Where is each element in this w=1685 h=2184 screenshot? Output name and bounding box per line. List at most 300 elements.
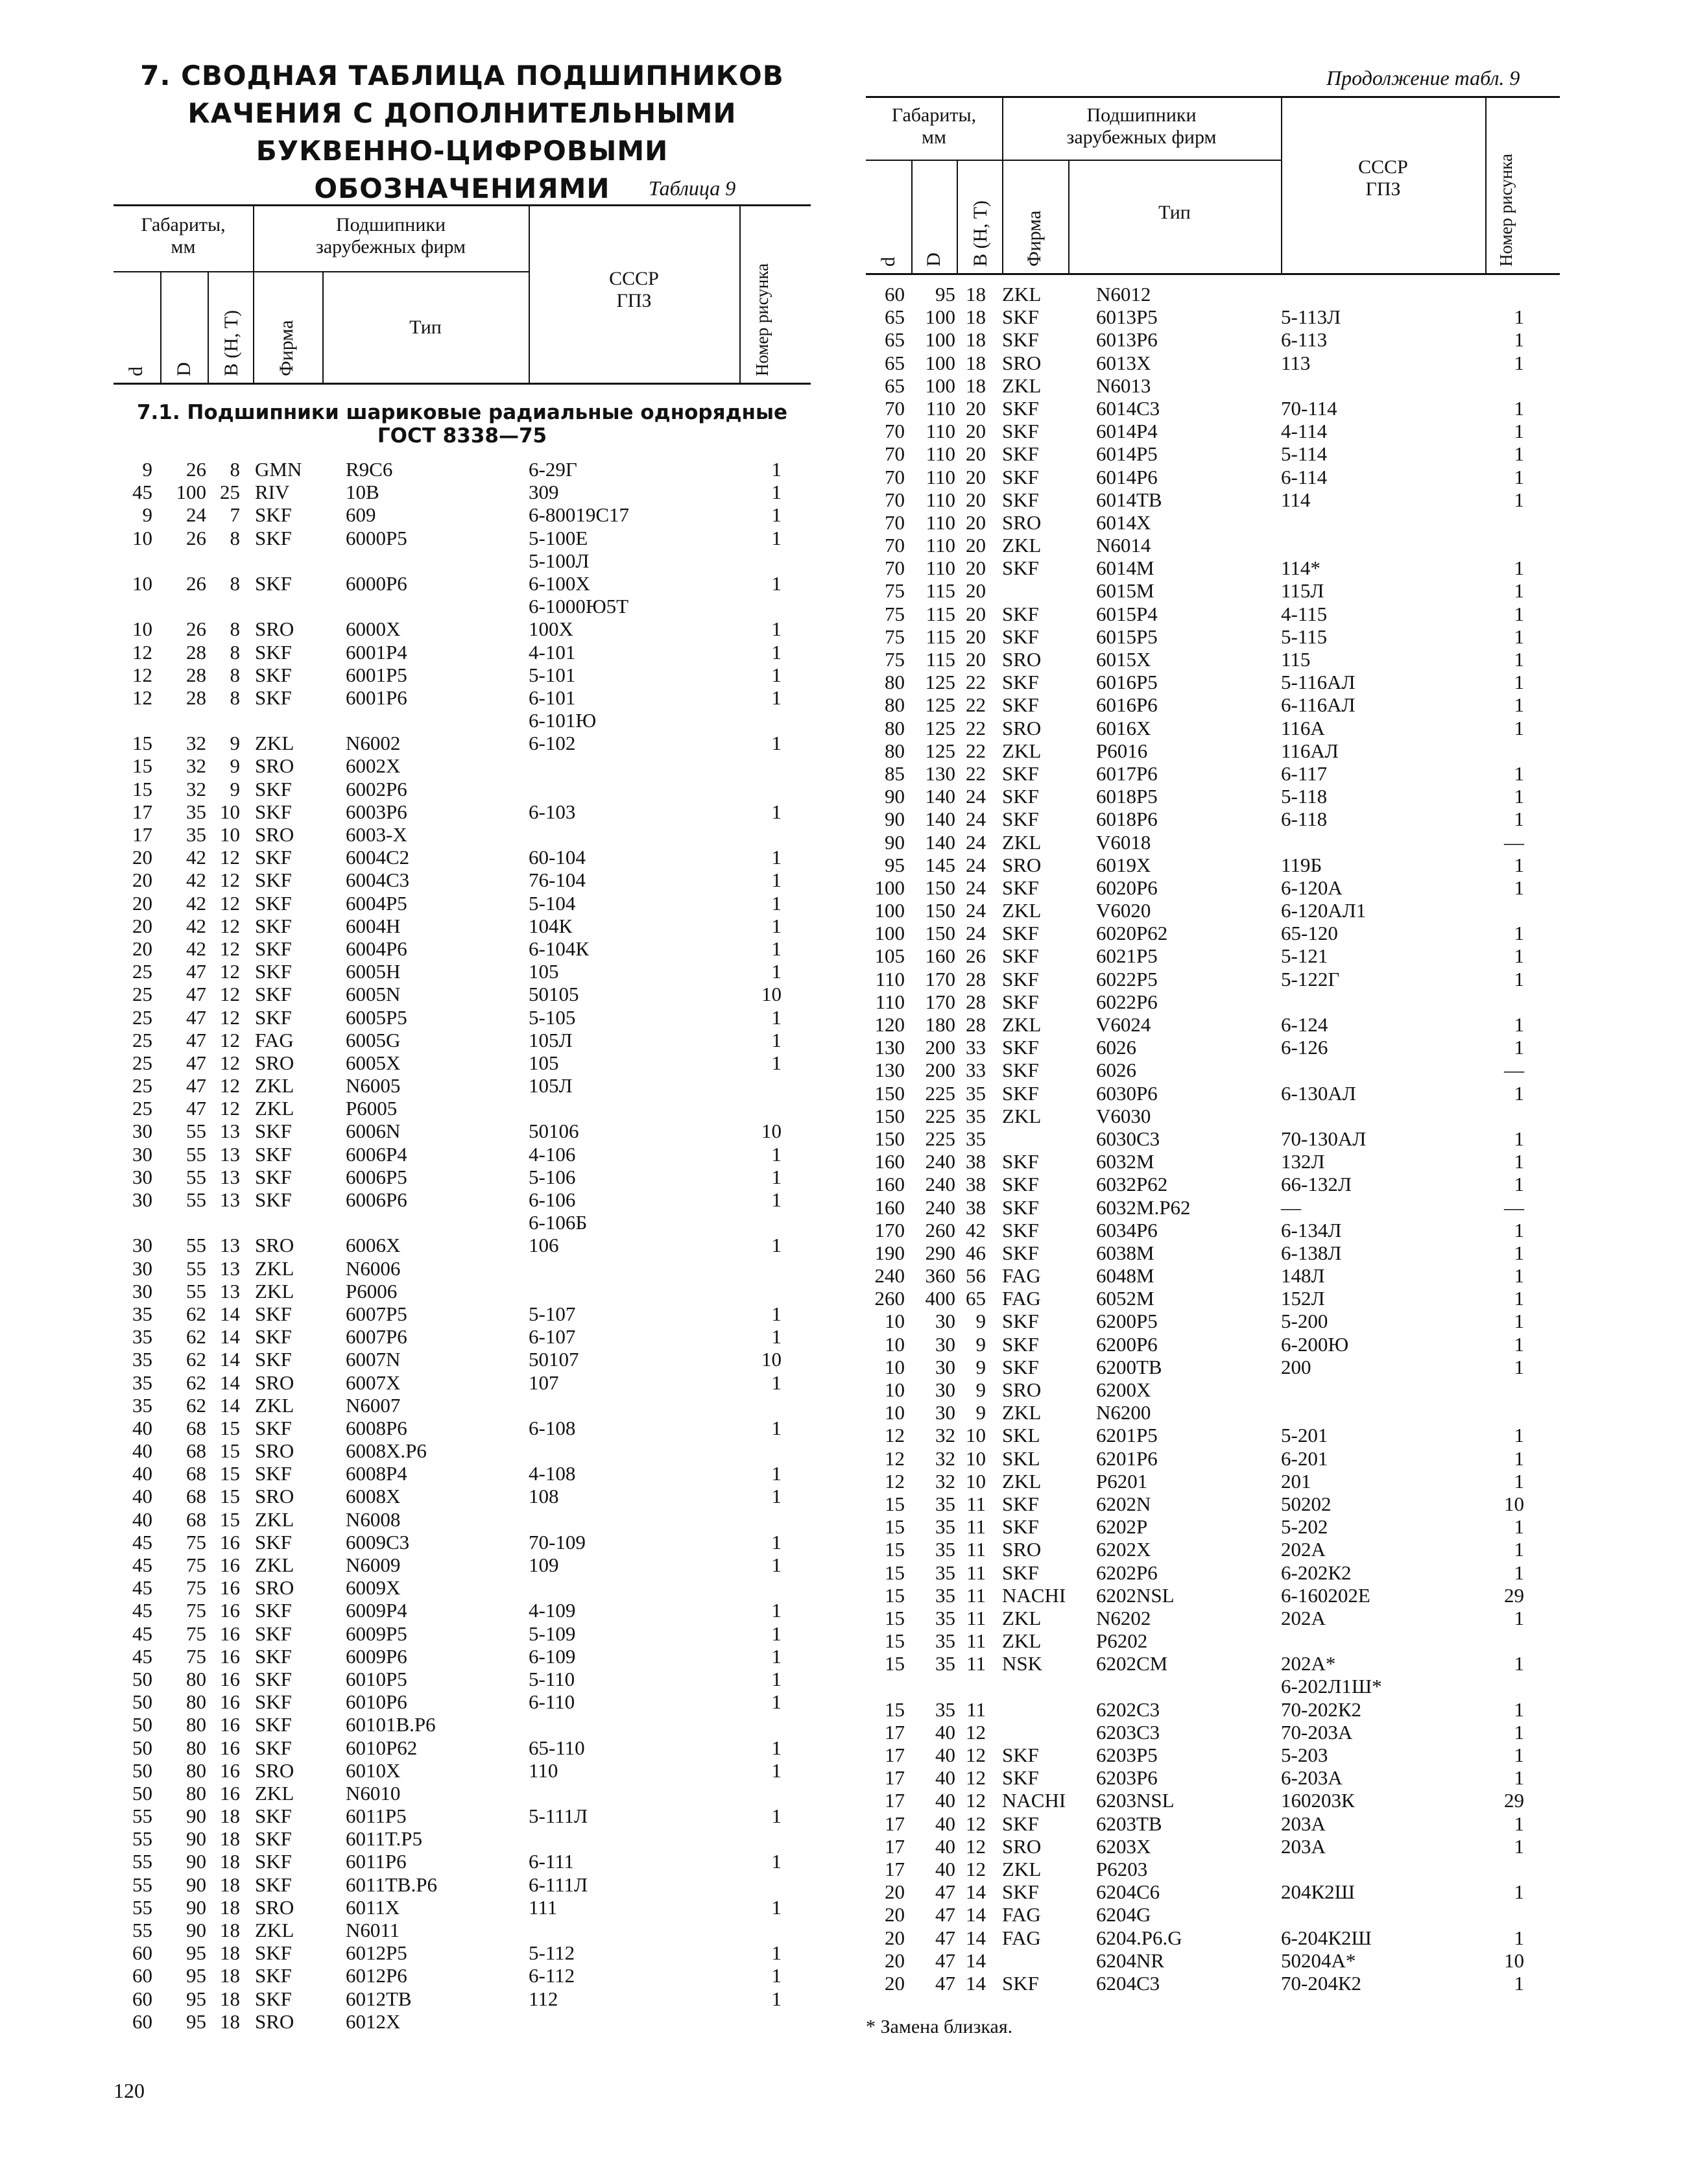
cell-D: 47 [935,1971,955,1995]
cell-D: 28 [186,640,206,664]
cell-d: 160 [874,1195,905,1219]
cell-ussr: 5-116АЛ [1281,671,1356,694]
cell-type: 6204G [1096,1903,1151,1926]
cell-d: 120 [874,1013,905,1036]
cell-B: 12 [220,1005,240,1029]
cell-type: 6010P62 [346,1736,418,1759]
cell-D: 55 [186,1188,206,1211]
cell-type: 6201P5 [1096,1424,1158,1447]
cell-d: 20 [885,1903,905,1926]
cell-figure: 1 [771,1895,782,1919]
cell-B: 18 [220,2010,240,2033]
cell-D: 32 [186,754,206,778]
cell-ussr: 6-203А [1281,1766,1343,1790]
cell-d: 100 [874,899,905,922]
cell-figure: 1 [771,1028,782,1051]
cell-d: 75 [885,579,905,603]
cell-D: 26 [186,458,206,481]
cell-firm: SKF [1002,944,1039,968]
cell-B: 14 [966,1880,986,1904]
cell-d: 130 [874,1059,905,1082]
cell-type: 6002X [346,754,401,778]
cell-firm: SKF [1002,671,1039,694]
table-row [114,1508,811,1531]
cell-B: 13 [220,1234,240,1257]
cell-type: 6005H [346,960,401,983]
cell-D: 110 [926,510,955,534]
cell-B: 15 [220,1416,240,1439]
table-row [866,854,1560,876]
cell-figure: 1 [771,618,782,641]
cell-type: 6014C3 [1096,396,1160,420]
table-row [866,1013,1560,1036]
cell-firm: SKF [1002,1515,1039,1539]
cell-d: 45 [132,1622,152,1645]
cell-type: 6202N [1096,1492,1151,1515]
table-row [114,458,811,481]
footnote: * Замена близкая. [866,2016,1013,2037]
cell-firm: SRO [255,754,294,778]
cell-type: 6011T.P5 [346,1827,422,1851]
cell-d: 35 [132,1393,152,1417]
table-row [866,717,1560,739]
cell-B: 10 [966,1469,986,1493]
cell-type: 6203C3 [1096,1720,1160,1744]
cell-B: 8 [230,526,240,549]
cell-type: 6204C3 [1096,1971,1160,1995]
cell-type: N6006 [346,1256,401,1280]
table-header-left [114,204,811,385]
cell-figure: 10 [1504,1492,1524,1515]
cell-d: 50 [132,1758,152,1782]
cell-firm: SKF [255,1165,292,1188]
cell-D: 62 [186,1348,206,1371]
cell-D: 75 [186,1530,206,1554]
cell-D: 42 [186,914,206,937]
table-row [114,1051,811,1074]
cell-ussr: 132Л [1281,1150,1325,1173]
cell-figure: 1 [1514,1081,1524,1105]
cell-D: 40 [935,1744,955,1766]
cell-ussr: 70-114 [1281,396,1337,420]
cell-firm: SKF [1002,785,1039,808]
table-row [114,778,811,800]
cell-B: 22 [966,671,986,694]
cell-firm: SKF [255,846,292,869]
cell-firm: ZKL [1002,1401,1042,1424]
cell-figure: 1 [1514,671,1524,694]
cell-firm: SKF [1002,1355,1039,1378]
cell-d: 95 [885,853,905,876]
cell-ussr: 6-109 [529,1644,576,1668]
table-row [114,892,811,915]
cell-type: N6200 [1096,1401,1151,1424]
cell-figure: 1 [771,1850,782,1873]
cell-type: 6007P5 [346,1302,407,1325]
cell-d: 70 [885,396,905,420]
cell-figure: 1 [771,891,782,915]
table-row [866,1675,1560,1698]
table-row [866,488,1560,511]
cell-firm: FAG [1002,1287,1041,1310]
table-row [114,1599,811,1622]
cell-firm: SKF [1002,442,1039,466]
cell-figure: 1 [1514,306,1524,329]
cell-firm: SKF [255,526,292,549]
header-foreign-bearings: Подшипники зарубежных фирм [315,214,466,258]
cell-d: 110 [875,990,905,1013]
cell-figure: 1 [1514,716,1524,739]
cell-firm: SKF [1002,328,1039,352]
cell-firm: SKF [255,1599,292,1622]
cell-firm: SKF [1002,557,1039,580]
cell-B: 12 [966,1720,986,1744]
cell-D: 30 [935,1355,955,1378]
table-row [866,1835,1560,1858]
cell-figure: 1 [771,481,782,504]
cell-d: 170 [874,1218,905,1242]
cell-firm: SKF [255,914,292,937]
cell-D: 110 [926,557,955,580]
cell-firm: SRO [1002,351,1042,374]
cell-firm: ZKL [255,1256,294,1280]
cell-B: 20 [966,488,986,511]
table-row [114,1873,811,1896]
cell-figure: 1 [1514,693,1524,717]
cell-B: 16 [220,1667,240,1690]
cell-d: 90 [885,808,905,831]
table-row [114,1120,811,1142]
continuation-label: Продолжение табл. 9 [1326,66,1520,90]
cell-B: 13 [220,1188,240,1211]
cell-B: 13 [220,1256,240,1280]
cell-d: 70 [885,488,905,511]
table-row [114,1690,811,1713]
cell-d: 25 [132,1051,152,1074]
table-row [114,1554,811,1576]
cell-type: 6200P5 [1096,1310,1158,1333]
cell-firm: SRO [255,1234,294,1257]
cell-d: 55 [132,1805,152,1828]
cell-figure: 1 [1514,1834,1524,1858]
cell-ussr: 200 [1281,1355,1311,1378]
cell-d: 25 [132,1097,152,1120]
cell-D: 32 [935,1446,955,1470]
cell-D: 125 [925,671,955,694]
cell-D: 28 [186,686,206,709]
cell-type: 6010P5 [346,1667,407,1690]
cell-ussr: 6-106Б [529,1211,588,1234]
cell-figure: 1 [771,1530,782,1554]
cell-D: 80 [186,1713,206,1736]
cell-figure: 1 [1514,648,1524,671]
cell-D: 90 [186,1895,206,1919]
cell-type: 6011X [346,1895,400,1919]
cell-D: 35 [935,1606,955,1629]
cell-firm: SRO [1002,1378,1042,1401]
table-row [866,671,1560,693]
table-row [866,1287,1560,1310]
cell-D: 110 [926,465,955,488]
table-row [866,1721,1560,1744]
cell-figure: 1 [1514,1538,1524,1561]
cell-firm: SKF [255,640,292,664]
cell-ussr: 105 [529,960,559,983]
cell-B: 16 [220,1713,240,1736]
cell-figure: 1 [1514,1013,1524,1036]
cell-B: 18 [220,1895,240,1919]
cell-B: 12 [966,1789,986,1812]
cell-type: 6000X [346,618,401,641]
cell-B: 18 [220,1987,240,2010]
cell-firm: SKF [1002,693,1039,717]
cell-B: 18 [966,306,986,329]
cell-d: 12 [885,1424,905,1447]
cell-type: 6016X [1096,716,1151,739]
table-row [114,1827,811,1850]
cell-ussr: 5-202 [1281,1515,1328,1539]
cell-d: 75 [885,648,905,671]
cell-d: 15 [885,1561,905,1584]
table-row [866,1812,1560,1835]
cell-figure: 1 [1514,967,1524,990]
cell-firm: ZKL [255,1393,294,1417]
cell-type: 6015P5 [1096,625,1158,648]
cell-ussr: 4-115 [1281,602,1328,625]
cell-firm: SRO [255,618,294,641]
cell-d: 60 [132,1987,152,2010]
cell-firm: SKF [1002,396,1039,420]
cell-B: 8 [230,663,240,686]
table-row [866,1926,1560,1949]
table-row [114,823,811,846]
cell-B: 20 [966,625,986,648]
cell-d: 55 [132,1873,152,1896]
cell-firm: ZKL [1002,899,1042,922]
cell-type: 6200P6 [1096,1332,1158,1356]
cell-ussr: 6-113 [1281,328,1328,352]
cell-d: 20 [885,1971,905,1995]
cell-D: 260 [925,1218,955,1242]
cell-firm: SKF [255,1690,292,1714]
cell-firm: SKF [255,1120,292,1143]
table-row [114,1531,811,1554]
cell-figure: 1 [1514,1264,1524,1288]
cell-firm: SKF [1002,876,1039,899]
cell-d: 90 [885,830,905,854]
cell-type: 6016P6 [1096,693,1158,717]
cell-ussr: 6-124 [1281,1013,1328,1036]
cell-d: 100 [874,876,905,899]
cell-B: 35 [966,1081,986,1105]
cell-figure: 10 [1504,1949,1524,1972]
cell-B: 38 [966,1195,986,1219]
cell-d: 55 [132,1895,152,1919]
cell-type: 60101B.P6 [346,1713,436,1736]
cell-firm: SKF [255,1736,292,1759]
cell-D: 100 [925,306,955,329]
cell-B: 15 [220,1485,240,1508]
cell-D: 28 [186,663,206,686]
table-row [114,1006,811,1029]
table-row [114,1029,811,1051]
cell-ussr: 105 [529,1051,559,1074]
cell-type: P6202 [1096,1629,1148,1653]
cell-firm: ZKL [1002,1104,1042,1127]
table-row [114,846,811,869]
cell-D: 90 [186,1919,206,1941]
cell-d: 60 [132,1941,152,1965]
cell-B: 13 [220,1279,240,1302]
cell-firm: SRO [1002,1538,1042,1561]
cell-firm: ZKL [255,1074,294,1098]
cell-D: 100 [925,328,955,352]
cell-B: 14 [220,1371,240,1394]
cell-figure: 1 [771,503,782,527]
cell-D: 110 [926,442,955,466]
cell-B: 33 [966,1059,986,1082]
cell-type: 6005N [346,983,401,1006]
table-row [866,1629,1560,1652]
cell-figure: 1 [771,1805,782,1828]
cell-firm: GMN [255,458,302,481]
cell-figure: 1 [1514,602,1524,625]
cell-type: 6015X [1096,648,1151,671]
cell-type: 6010P6 [346,1690,407,1714]
cell-B: 8 [230,618,240,641]
table-row [114,1302,811,1325]
cell-type: 6004C2 [346,846,410,869]
table-row [866,1744,1560,1766]
cell-type: 6011P5 [346,1805,407,1828]
cell-D: 360 [925,1264,955,1288]
cell-ussr: 6-202Л1Ш* [1281,1675,1382,1698]
cell-d: 65 [885,306,905,329]
cell-B: 16 [220,1644,240,1668]
cell-type: 6008X.P6 [346,1439,427,1463]
cell-type: 6009P5 [346,1622,407,1645]
cell-D: 32 [186,732,206,755]
table-row [866,1150,1560,1173]
cell-d: 35 [132,1371,152,1394]
cell-firm: SRO [1002,853,1042,876]
cell-d: 30 [132,1142,152,1166]
cell-figure: 1 [1514,1606,1524,1629]
cell-figure: 1 [771,960,782,983]
cell-D: 30 [935,1378,955,1401]
table-row [866,1607,1560,1629]
table-row [114,915,811,937]
cell-figure: 1 [1514,1766,1524,1790]
cell-figure: 1 [1514,1355,1524,1378]
cell-figure: 1 [1514,396,1524,420]
table-row [114,1188,811,1211]
cell-firm: SKF [1002,1492,1039,1515]
cell-d: 25 [132,983,152,1006]
cell-figure: 1 [1514,1332,1524,1356]
table-row [114,1805,811,1827]
cell-firm: SKF [1002,922,1039,945]
cell-d: 20 [132,891,152,915]
table-row [114,1439,811,1462]
cell-figure: 1 [1514,1127,1524,1150]
cell-firm: SKF [1002,625,1039,648]
cell-ussr: 6-80019С17 [529,503,629,527]
cell-D: 145 [925,853,955,876]
cell-figure: 1 [771,1234,782,1257]
cell-ussr: 203А [1281,1812,1326,1835]
table-row [114,800,811,823]
cell-ussr: 6-108 [529,1416,576,1439]
cell-D: 180 [925,1013,955,1036]
cell-ussr: 6-120АЛ1 [1281,899,1367,922]
cell-type: 6202X [1096,1538,1151,1561]
cell-ussr: 5-113Л [1281,306,1341,329]
cell-D: 55 [186,1256,206,1280]
cell-type: 6014M [1096,557,1154,580]
cell-ussr: 6-103 [529,800,576,823]
cell-B: 20 [966,442,986,466]
cell-D: 95 [186,1987,206,2010]
cell-d: 9 [142,458,152,481]
cell-d: 25 [132,1005,152,1029]
cell-D: 100 [176,481,206,504]
cell-D: 110 [926,396,955,420]
cell-type: 6009P4 [346,1599,407,1622]
cell-B: 16 [220,1781,240,1805]
cell-type: 6030P6 [1096,1081,1158,1105]
cell-D: 47 [186,1051,206,1074]
cell-D: 68 [186,1507,206,1531]
table-row [866,283,1560,306]
cell-type: P6203 [1096,1857,1148,1880]
cell-ussr: 114* [1281,557,1321,580]
cell-type: V6024 [1096,1013,1151,1036]
cell-d: 15 [885,1698,905,1721]
cell-D: 30 [935,1310,955,1333]
cell-D: 35 [935,1652,955,1675]
cell-B: 11 [966,1561,986,1584]
cell-type: 6012X [346,2010,401,2033]
header-dimensions-right: Габариты, мм [891,104,977,148]
page-number: 120 [114,2079,145,2102]
cell-figure: 1 [771,1416,782,1439]
cell-type: 6201P6 [1096,1446,1158,1470]
table-row [866,466,1560,488]
table-row [114,1941,811,1964]
cell-D: 40 [935,1812,955,1835]
cell-d: 70 [885,557,905,580]
cell-B: 12 [220,1074,240,1098]
cell-type: 6202P6 [1096,1561,1158,1584]
cell-ussr: 6-100Х [529,571,590,595]
cell-ussr: 5-203 [1281,1744,1328,1766]
cell-type: 6014P5 [1096,442,1158,466]
cell-ussr: 148Л [1281,1264,1325,1288]
cell-d: 20 [132,914,152,937]
cell-B: 42 [966,1218,986,1242]
cell-B: 11 [966,1492,986,1515]
cell-type: N6007 [346,1393,401,1417]
table-row [114,1964,811,1987]
cell-ussr: 5-107 [529,1302,576,1325]
cell-d: 15 [885,1583,905,1607]
table-row [114,1211,811,1234]
cell-D: 95 [186,1964,206,1987]
cell-D: 42 [186,937,206,960]
cell-ussr: 50107 [529,1348,579,1371]
table-row [114,709,811,732]
